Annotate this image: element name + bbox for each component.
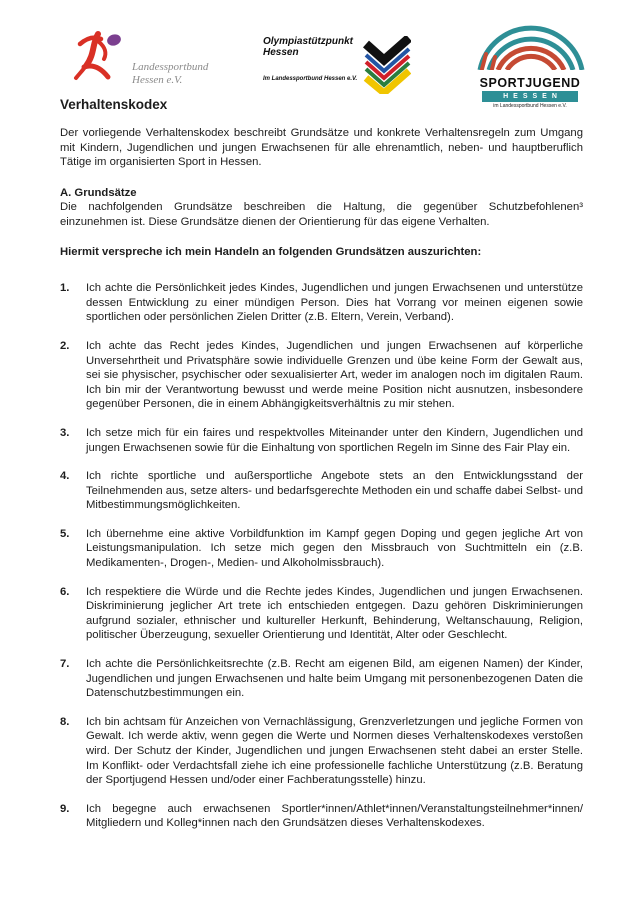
logo-olympiastuetzpunkt [263,36,411,99]
sportjugend-subline: im Landessportbund Hessen e.V. [493,103,567,109]
sportjugend-arcs-icon [472,57,588,74]
principle-number: 7. [60,658,70,671]
principle-item [60,527,583,571]
principle-number: 4. [60,470,70,483]
principles-list [60,281,583,831]
principle-item [60,469,583,513]
principle-number: 9. [60,802,70,815]
olympiastuetzpunkt-flag-icon [363,36,411,99]
promise-heading: Hiermit verspreche ich mein Handeln an folgenden Grundsätzen auszurichten: [60,245,482,258]
logo-landessportbund [68,26,208,95]
landessportbund-figure-icon [68,26,128,95]
sportjugend-wordmark: SPORTJUGEND [479,76,581,90]
section-a-body: Die nachfolgenden Grundsätze beschreiben die Haltung, die gegenüber Schutzbefohlenen³ einzunehmen ist. Diese Grundsätze dienen der Orientierung für das eigene Verhalten. [60,201,583,228]
principle-item [60,281,583,325]
principle-item [60,585,583,643]
olympiastuetzpunkt-wordmark: Olympiastützpunkt Hessen [263,36,354,58]
principle-number: 8. [60,715,70,728]
principle-text: Ich richte sportliche und außersportliche Angebote stets an den Entwicklungsstand der Teilnehmenden aus, setze alters- und bedarfsgerechte Methoden ein und schaffe dabei Selbst- und Mitbestimmungsmöglichkeiten. [86,470,583,512]
principle-text: Ich setze mich für ein faires und respektvolles Miteinander unter den Kindern, Jugendlichen und jungen Erwachsenen sowie für die Einhaltung von sportlichen Regeln im Sinne des Fair Play ein. [86,426,583,454]
principle-item [60,426,583,455]
principle-item [60,657,583,701]
principle-number: 3. [60,426,70,439]
olympiastuetzpunkt-subline: Im Landessportbund Hessen e.V. [263,76,358,82]
principle-text: Ich achte die Persönlichkeit jedes Kindes, Jugendlichen und jungen Erwachsenen und unterstütze dessen Entwicklung zu einer mündigen Person. Dies hat Vorrang vor meinen eigenen sowie sportlichen oder persönlichen Zielen Dritter (z.B. Eltern, Verein, Verband). [86,282,583,324]
principle-number: 6. [60,585,70,598]
principle-text: Ich übernehme eine aktive Vorbildfunktion im Kampf gegen Doping und gegen jegliche Art von Leistungsmanipulation. Ich setze mich gegen den Missbrauch von Suchtmitteln ein (z.B. Medikamenten-, Drogen-, Medien- und Alkoholmissbrauch). [86,527,583,570]
landessportbund-wordmark: Landessportbund Hessen e.V. [132,61,209,86]
principle-text: Ich respektiere die Würde und die Rechte jedes Kindes, Jugendlichen und jungen Erwachsenen. Diskriminierung jeglicher Art trete ich entschieden entgegen. Dazu gehören Diskriminierungen aufgrund sozialer, ethnischer und kultureller Herkunft, Behinderung, Weltanschauung, Religion, politischer Überzeugung, sexueller Orientierung und Identität, Alter oder Geschlecht. [86,585,583,642]
page-title: Verhaltenskodex [60,97,168,112]
principle-text: Ich achte das Recht jedes Kindes, Jugendlichen und jungen Erwachsenen auf körperliche Unversehrtheit und Privatsphäre sowie individuelle Grenzen und übe keine Form der Gewalt aus, sei sie physischer, psychischer oder sexualisierter Art, weder im analogen noch im digitalen Raum. Ich bin mir der Verantwortung bewusst und werde meine Position nicht ausnutzen, insbesondere gegenüber Personen, die in einem Abhängigkeitsverhältnis zu mir stehen. [86,339,583,411]
principle-text: Ich begegne auch erwachsenen Sportler*innen/Athlet*innen/Veranstaltungsteilnehmer*innen/ Mitgliedern und Kolleg*innen nach den Grundsätzen dieses Verhaltenskodexes. [86,802,583,830]
intro-paragraph: Der vorliegende Verhaltenskodex beschreibt Grundsätze und konkrete Verhaltensregeln zum Umgang mit Kindern, Jugendlichen und jungen Erwachsenen für alle ehrenamtlich, neben- und hauptberuflich Tätige im organisierten Sport in Hessen. [60,127,583,169]
principle-item [60,802,583,831]
principle-item [60,339,583,412]
principle-number: 1. [60,282,70,295]
document-content [60,97,583,845]
principle-text: Ich bin achtsam für Anzeichen von Vernachlässigung, Grenzverletzungen und jegliche Formen von Gewalt. Ich werde aktiv, wenn gegen die Werte und Normen dieses Verhaltenskodexes verstoßen wird. Der Schutz der Kinder, Jugendlichen und jungen Erwachsenen steht dabei an erster Stelle. Im Konflikt- oder Verdachtsfall ziehe ich eine professionelle fachliche Unterstützung (z.B. Beratung der Sportjugend Hessen und/oder einer Fachberatungsstelle) hinzu. [86,715,583,787]
principle-number: 5. [60,527,70,540]
principle-text: Ich achte die Persönlichkeitsrechte (z.B. Recht am eigenen Bild, am eigenen Namen) der Kinder, Jugendlichen und jungen Erwachsenen und halte beim Umgang mit personenbezogenen Daten die Datenschutzbestimmungen ein. [86,658,583,700]
section-a-heading: A. Grundsätze [60,186,137,199]
sportjugend-hessen-badge: HESSEN [482,91,578,102]
principle-number: 2. [60,339,70,352]
principle-item [60,715,583,788]
